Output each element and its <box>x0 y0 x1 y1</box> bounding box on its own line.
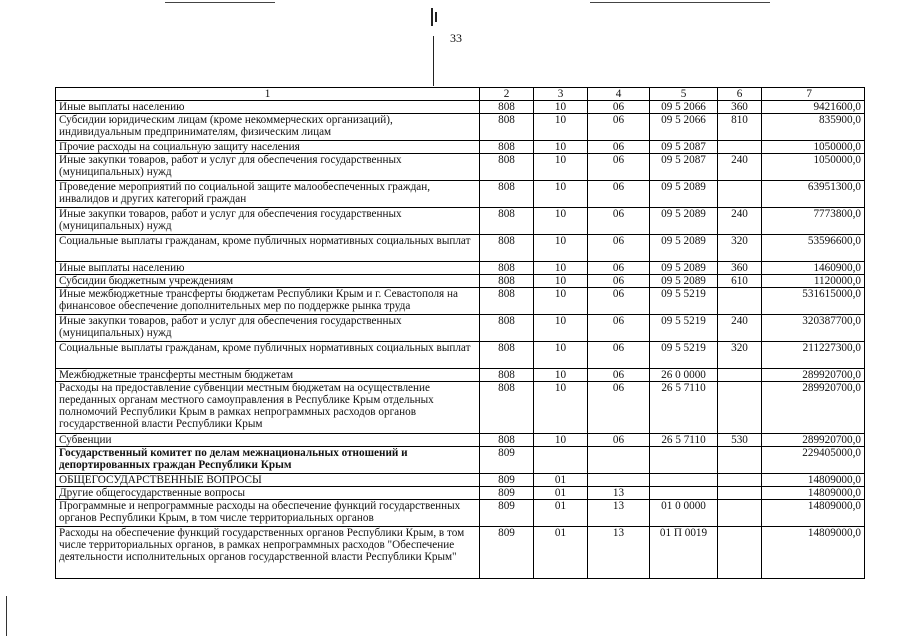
amount-cell: 14809000,0 <box>762 474 865 487</box>
ministry-code-cell: 809 <box>480 474 534 487</box>
expense-type-cell <box>718 447 762 474</box>
section-code-cell: 10 <box>534 288 588 315</box>
amount-cell: 320387700,0 <box>762 315 865 342</box>
expense-type-cell <box>718 181 762 208</box>
scan-rule <box>165 2 275 3</box>
target-article-cell <box>650 447 718 474</box>
amount-cell: 1050000,0 <box>762 154 865 181</box>
ministry-code-cell: 808 <box>480 235 534 262</box>
ministry-code-cell: 808 <box>480 369 534 382</box>
scan-edge-line <box>6 596 7 636</box>
ministry-code-cell: 809 <box>480 500 534 527</box>
subsection-code-cell: 06 <box>588 154 650 181</box>
section-code-cell: 01 <box>534 474 588 487</box>
section-code-cell: 01 <box>534 500 588 527</box>
column-header: 1 <box>56 88 480 101</box>
amount-cell: 1050000,0 <box>762 141 865 154</box>
section-code-cell: 10 <box>534 262 588 275</box>
table-row <box>56 288 865 315</box>
section-code-cell: 10 <box>534 208 588 235</box>
table-header-row <box>56 88 865 101</box>
amount-cell: 289920700,0 <box>762 434 865 447</box>
expense-type-cell: 240 <box>718 315 762 342</box>
expense-type-cell: 240 <box>718 208 762 235</box>
ministry-code-cell: 808 <box>480 101 534 114</box>
column-header: 4 <box>588 88 650 101</box>
section-code-cell: 10 <box>534 382 588 434</box>
amount-cell: 14809000,0 <box>762 500 865 527</box>
subsection-code-cell: 06 <box>588 369 650 382</box>
section-code-cell: 10 <box>534 342 588 369</box>
table-row <box>56 262 865 275</box>
row-name-cell: Субсидии бюджетным учреждениям <box>56 275 480 288</box>
amount-cell: 289920700,0 <box>762 369 865 382</box>
section-code-cell: 01 <box>534 487 588 500</box>
expense-type-cell: 320 <box>718 235 762 262</box>
section-code-cell: 10 <box>534 235 588 262</box>
target-article-cell <box>650 474 718 487</box>
row-name-cell: Субвенции <box>56 434 480 447</box>
target-article-cell: 09 5 5219 <box>650 315 718 342</box>
amount-cell: 835900,0 <box>762 114 865 141</box>
ministry-code-cell: 808 <box>480 208 534 235</box>
column-header: 7 <box>762 88 865 101</box>
table-row <box>56 101 865 114</box>
amount-cell: 531615000,0 <box>762 288 865 315</box>
row-name-cell: Расходы на предоставление субвенции местным бюджетам на осуществление переданных органам местного самоуправления в Республике Крым отдельных полномочий Республики Крым в рамках непрограммных расходов органов государственной власти Республики Крым <box>56 382 480 434</box>
column-header: 5 <box>650 88 718 101</box>
amount-cell: 1120000,0 <box>762 275 865 288</box>
expense-type-cell: 810 <box>718 114 762 141</box>
expense-type-cell: 320 <box>718 342 762 369</box>
section-code-cell <box>534 447 588 474</box>
expense-type-cell <box>718 288 762 315</box>
ministry-code-cell: 808 <box>480 154 534 181</box>
target-article-cell: 01 0 0000 <box>650 500 718 527</box>
amount-cell: 1460900,0 <box>762 262 865 275</box>
subsection-code-cell: 06 <box>588 275 650 288</box>
section-code-cell: 10 <box>534 101 588 114</box>
section-code-cell: 10 <box>534 114 588 141</box>
expense-type-cell <box>718 487 762 500</box>
expense-type-cell <box>718 474 762 487</box>
amount-cell: 211227300,0 <box>762 342 865 369</box>
subsection-code-cell: 06 <box>588 434 650 447</box>
section-code-cell: 10 <box>534 315 588 342</box>
subsection-code-cell: 13 <box>588 527 650 579</box>
row-name-cell: Иные выплаты населению <box>56 262 480 275</box>
subsection-code-cell: 06 <box>588 262 650 275</box>
target-article-cell: 09 5 2066 <box>650 114 718 141</box>
ministry-code-cell: 808 <box>480 288 534 315</box>
target-article-cell: 09 5 2089 <box>650 181 718 208</box>
row-name-cell: Социальные выплаты гражданам, кроме публичных нормативных социальных выплат <box>56 342 480 369</box>
row-name-cell: Программные и непрограммные расходы на обеспечение функций государственных органов Республики Крым, в том числе территориальных органов <box>56 500 480 527</box>
table-row <box>56 369 865 382</box>
subsection-code-cell: 13 <box>588 500 650 527</box>
table-row <box>56 382 865 434</box>
section-code-cell: 10 <box>534 369 588 382</box>
table-row <box>56 487 865 500</box>
table-row <box>56 235 865 262</box>
ministry-code-cell: 809 <box>480 487 534 500</box>
table-row <box>56 474 865 487</box>
table-row <box>56 447 865 474</box>
page-number: 33 <box>450 31 462 45</box>
row-name-cell: ОБЩЕГОСУДАРСТВЕННЫЕ ВОПРОСЫ <box>56 474 480 487</box>
row-name-cell: Иные закупки товаров, работ и услуг для обеспечения государственных (муниципальных) нужд <box>56 154 480 181</box>
subsection-code-cell <box>588 447 650 474</box>
ministry-code-cell: 808 <box>480 141 534 154</box>
expense-type-cell: 610 <box>718 275 762 288</box>
target-article-cell: 09 5 2089 <box>650 235 718 262</box>
target-article-cell: 09 5 2087 <box>650 154 718 181</box>
section-code-cell: 01 <box>534 527 588 579</box>
table-row <box>56 208 865 235</box>
table-row <box>56 527 865 579</box>
row-name-cell: Государственный комитет по делам межнациональных отношений и депортированных граждан Республики Крым <box>56 447 480 474</box>
section-code-cell: 10 <box>534 434 588 447</box>
ministry-code-cell: 808 <box>480 114 534 141</box>
column-header: 6 <box>718 88 762 101</box>
target-article-cell: 01 П 0019 <box>650 527 718 579</box>
expense-type-cell <box>718 500 762 527</box>
amount-cell: 289920700,0 <box>762 382 865 434</box>
target-article-cell <box>650 487 718 500</box>
target-article-cell: 09 5 5219 <box>650 288 718 315</box>
target-article-cell: 26 5 7110 <box>650 434 718 447</box>
amount-cell: 63951300,0 <box>762 181 865 208</box>
ministry-code-cell: 808 <box>480 382 534 434</box>
section-code-cell: 10 <box>534 181 588 208</box>
target-article-cell: 09 5 2089 <box>650 262 718 275</box>
table-row <box>56 342 865 369</box>
expense-type-cell <box>718 141 762 154</box>
expense-type-cell <box>718 369 762 382</box>
section-code-cell: 10 <box>534 275 588 288</box>
row-name-cell: Иные выплаты населению <box>56 101 480 114</box>
expense-type-cell: 360 <box>718 262 762 275</box>
subsection-code-cell: 06 <box>588 141 650 154</box>
amount-cell: 7773800,0 <box>762 208 865 235</box>
subsection-code-cell: 06 <box>588 181 650 208</box>
subsection-code-cell: 06 <box>588 235 650 262</box>
row-name-cell: Иные межбюджетные трансферты бюджетам Республики Крым и г. Севастополя на финансовое обеспечение дополнительных мер по поддержке рынка труда <box>56 288 480 315</box>
table-row <box>56 500 865 527</box>
subsection-code-cell <box>588 474 650 487</box>
ministry-code-cell: 808 <box>480 342 534 369</box>
ministry-code-cell: 808 <box>480 181 534 208</box>
amount-cell: 229405000,0 <box>762 447 865 474</box>
table-row <box>56 141 865 154</box>
row-name-cell: Социальные выплаты гражданам, кроме публичных нормативных социальных выплат <box>56 235 480 262</box>
expense-type-cell: 240 <box>718 154 762 181</box>
ministry-code-cell: 808 <box>480 315 534 342</box>
section-code-cell: 10 <box>534 154 588 181</box>
row-name-cell: Межбюджетные трансферты местным бюджетам <box>56 369 480 382</box>
table-row <box>56 154 865 181</box>
target-article-cell: 09 5 2089 <box>650 208 718 235</box>
section-code-cell: 10 <box>534 141 588 154</box>
target-article-cell: 09 5 2089 <box>650 275 718 288</box>
expense-type-cell: 360 <box>718 101 762 114</box>
expense-type-cell <box>718 527 762 579</box>
row-name-cell: Проведение мероприятий по социальной защите малообеспеченных граждан, инвалидов и других категорий граждан <box>56 181 480 208</box>
target-article-cell: 09 5 5219 <box>650 342 718 369</box>
target-article-cell: 26 5 7110 <box>650 382 718 434</box>
table-row <box>56 434 865 447</box>
subsection-code-cell: 06 <box>588 315 650 342</box>
row-name-cell: Иные закупки товаров, работ и услуг для обеспечения государственных (муниципальных) нужд <box>56 315 480 342</box>
ministry-code-cell: 808 <box>480 434 534 447</box>
scan-rule <box>590 2 770 3</box>
subsection-code-cell: 06 <box>588 101 650 114</box>
expense-type-cell <box>718 382 762 434</box>
row-name-cell: Прочие расходы на социальную защиту населения <box>56 141 480 154</box>
ministry-code-cell: 809 <box>480 527 534 579</box>
target-article-cell: 26 0 0000 <box>650 369 718 382</box>
amount-cell: 9421600,0 <box>762 101 865 114</box>
expense-type-cell: 530 <box>718 434 762 447</box>
target-article-cell: 09 5 2066 <box>650 101 718 114</box>
subsection-code-cell: 13 <box>588 487 650 500</box>
table-row <box>56 181 865 208</box>
subsection-code-cell: 06 <box>588 288 650 315</box>
ministry-code-cell: 809 <box>480 447 534 474</box>
row-name-cell: Иные закупки товаров, работ и услуг для обеспечения государственных (муниципальных) нужд <box>56 208 480 235</box>
row-name-cell: Расходы на обеспечение функций государственных органов Республики Крым, в том числе территориальных органов, в рамках непрограммных расходов "Обеспечение деятельности исполнительных органов государственной власти Республики Крым" <box>56 527 480 579</box>
subsection-code-cell: 06 <box>588 382 650 434</box>
table-row <box>56 275 865 288</box>
amount-cell: 14809000,0 <box>762 527 865 579</box>
budget-table <box>55 87 865 579</box>
ministry-code-cell: 808 <box>480 275 534 288</box>
scan-artifact <box>429 8 443 90</box>
table-row <box>56 114 865 141</box>
subsection-code-cell: 06 <box>588 342 650 369</box>
amount-cell: 14809000,0 <box>762 487 865 500</box>
row-name-cell: Другие общегосударственные вопросы <box>56 487 480 500</box>
target-article-cell: 09 5 2087 <box>650 141 718 154</box>
row-name-cell: Субсидии юридическим лицам (кроме некоммерческих организаций), индивидуальным предпринимателям, физическим лицам <box>56 114 480 141</box>
table-row <box>56 315 865 342</box>
ministry-code-cell: 808 <box>480 262 534 275</box>
column-header: 2 <box>480 88 534 101</box>
amount-cell: 53596600,0 <box>762 235 865 262</box>
subsection-code-cell: 06 <box>588 114 650 141</box>
subsection-code-cell: 06 <box>588 208 650 235</box>
column-header: 3 <box>534 88 588 101</box>
